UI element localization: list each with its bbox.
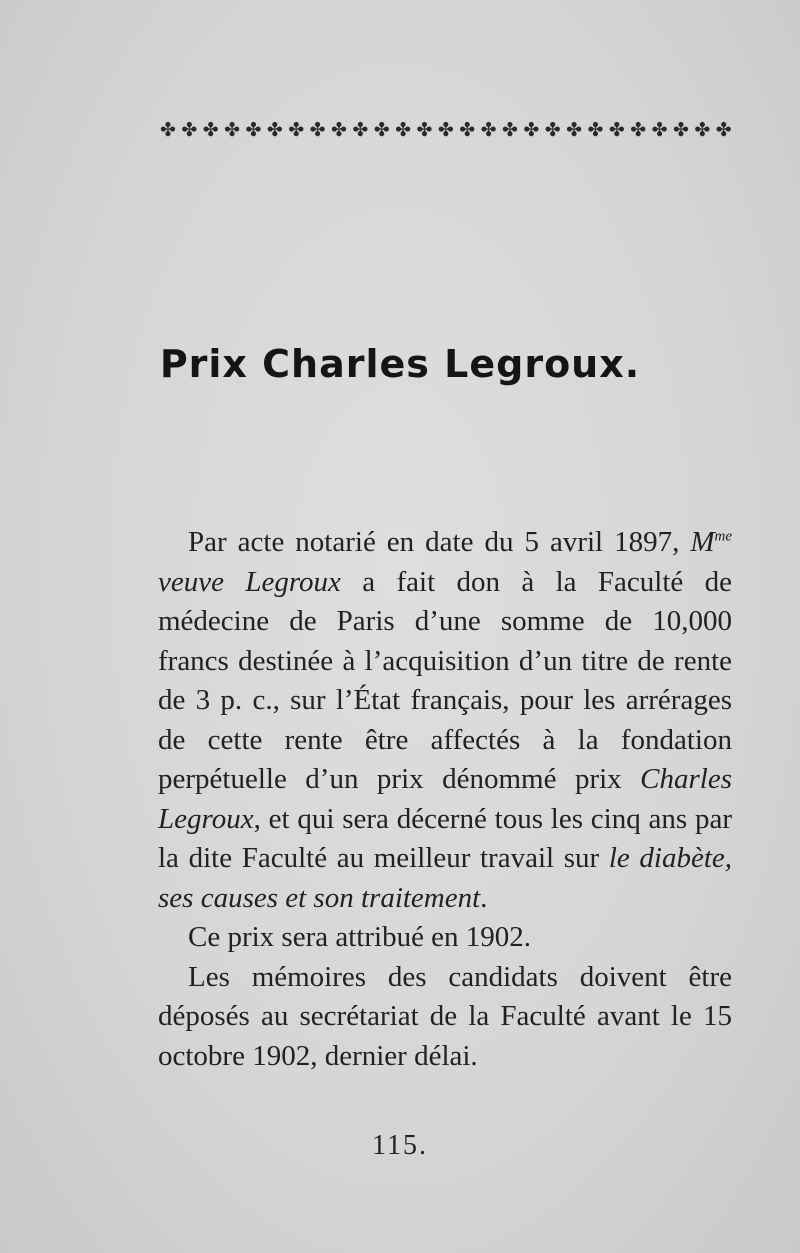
ornament-flower-icon: ✤ <box>181 119 198 141</box>
ornament-flower-icon: ✤ <box>587 119 604 141</box>
ornament-flower-icon: ✤ <box>352 119 369 141</box>
italic-subject: le diabète, ses causes et son traitement <box>158 842 732 914</box>
ornament-flower-icon: ✤ <box>309 119 326 141</box>
text-fragment: M <box>690 526 715 558</box>
ornament-flower-icon: ✤ <box>395 119 412 141</box>
superscript: me <box>714 528 732 545</box>
ornament-flower-icon: ✤ <box>160 119 176 141</box>
paragraph-deadline: Les mémoires des candidats doivent être déposés au secrétariat de la Faculté avant le 15 octobre 1902, dernier délai. <box>158 960 732 1072</box>
ornament-flower-icon: ✤ <box>566 119 583 141</box>
ornament-flower-icon: ✤ <box>245 119 262 141</box>
ornament-flower-icon: ✤ <box>673 119 689 141</box>
ornament-flower-icon: ✤ <box>224 119 241 141</box>
ornament-flower-icon: ✤ <box>694 119 711 141</box>
ornament-flower-icon: ✤ <box>480 119 497 141</box>
ornament-flower-icon: ✤ <box>715 119 732 141</box>
paragraph-award-year: Ce prix sera attribué en 1902. <box>188 921 532 953</box>
page-title: Prix Charles Legroux. <box>159 342 641 386</box>
ornament-flower-icon: ✤ <box>437 119 454 141</box>
text-fragment: . <box>480 881 488 914</box>
text-fragment: a fait don à la Faculté de médecine de Paris d’une somme de 10,000 francs destinée à l’acquisition d’un titre de rente de 3 p. c., sur l’État français, pour les arrérages de cette rente être affectés à la fondation perpétuelle d’un prix dénommé prix <box>158 565 732 795</box>
page-number: 115. <box>372 1130 428 1161</box>
ornament-flower-icon: ✤ <box>608 119 625 141</box>
ornament-border <box>160 118 732 142</box>
paragraph-donation <box>158 523 732 918</box>
italic-donor-name: veuve Legroux <box>158 565 341 598</box>
ornament-flower-icon: ✤ <box>331 119 347 141</box>
text-fragment: Par acte notarié en date du 5 avril 1897, <box>188 526 680 558</box>
ornament-flower-icon: ✤ <box>523 119 540 141</box>
ornament-flower-icon: ✤ <box>544 119 561 141</box>
ornament-flower-icon: ✤ <box>459 119 476 141</box>
body-text <box>158 523 732 1076</box>
ornament-flower-icon: ✤ <box>373 119 390 141</box>
ornament-flower-icon: ✤ <box>416 119 433 141</box>
italic-prize-name: Charles Legroux <box>158 763 732 835</box>
ornament-flower-icon: ✤ <box>502 119 518 141</box>
ornament-flower-icon: ✤ <box>288 119 305 141</box>
ornament-flower-icon: ✤ <box>266 119 283 141</box>
text-fragment: , et qui sera décerné tous les cinq ans par la dite Faculté au meilleur travail sur <box>158 802 732 874</box>
ornament-flower-icon: ✤ <box>202 119 219 141</box>
ornament-flower-icon: ✤ <box>630 119 647 141</box>
ornament-flower-icon: ✤ <box>651 119 668 141</box>
